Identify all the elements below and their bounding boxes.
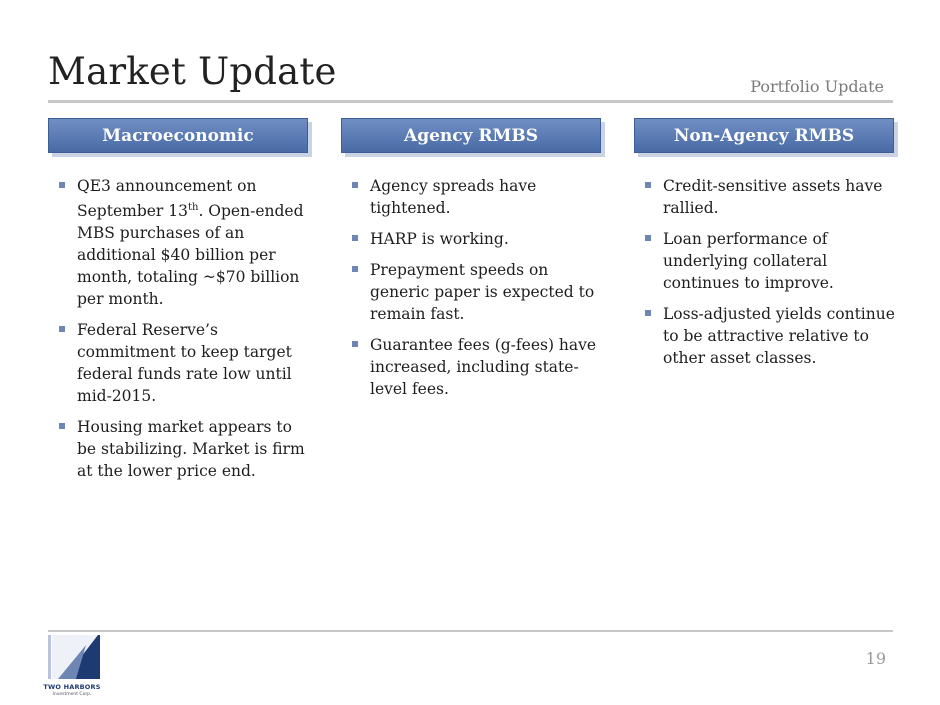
list-item bbox=[48, 319, 310, 407]
square-bullet-icon bbox=[352, 266, 358, 272]
bullet-text: Loss-adjusted yields continue to be attractive relative to other asset classes. bbox=[663, 305, 895, 367]
square-bullet-icon bbox=[352, 235, 358, 241]
list-item bbox=[634, 175, 896, 219]
square-bullet-icon bbox=[59, 182, 65, 188]
column-macroeconomic bbox=[48, 118, 310, 491]
square-bullet-icon bbox=[352, 341, 358, 347]
square-bullet-icon bbox=[645, 310, 651, 316]
bullet-text: Loan performance of underlying collateral continues to improve. bbox=[663, 230, 834, 292]
bullet-text: Housing market appears to be stabilizing. Market is firm at the lower price end. bbox=[77, 418, 305, 481]
list-item bbox=[634, 303, 896, 369]
footer-divider bbox=[48, 630, 893, 632]
bullet-text: Guarantee fees (g-fees) have increased, including state-level fees. bbox=[370, 336, 597, 398]
header-divider bbox=[48, 100, 893, 103]
page-title: Market Update bbox=[48, 50, 337, 93]
column-heading: Non-Agency RMBS bbox=[634, 118, 894, 153]
square-bullet-icon bbox=[59, 326, 65, 332]
bullet-text: Prepayment speeds on generic paper is expected to remain fast. bbox=[370, 261, 595, 323]
logo-subtitle: Investment Corp. bbox=[52, 692, 92, 697]
section-label: Portfolio Update bbox=[750, 77, 884, 96]
square-bullet-icon bbox=[645, 235, 651, 241]
list-item bbox=[48, 416, 310, 482]
bullet-list bbox=[634, 175, 896, 369]
bullet-text-continued: . Open-ended MBS purchases of an additional $40 billion per month, totaling ~$70 billion per month. bbox=[77, 202, 304, 309]
list-item bbox=[341, 175, 603, 219]
logo-mark-icon bbox=[36, 633, 108, 683]
list-item bbox=[341, 334, 603, 400]
square-bullet-icon bbox=[645, 182, 651, 188]
list-item bbox=[48, 175, 310, 310]
square-bullet-icon bbox=[59, 423, 65, 429]
list-item bbox=[634, 228, 896, 294]
bullet-superscript: th bbox=[187, 202, 199, 213]
bullet-list bbox=[48, 175, 310, 482]
bullet-text: HARP is working. bbox=[370, 230, 509, 248]
list-item bbox=[341, 228, 603, 250]
bullet-text: Agency spreads have tightened. bbox=[370, 177, 537, 217]
square-bullet-icon bbox=[352, 182, 358, 188]
page-number: 19 bbox=[865, 649, 886, 668]
two-harbors-logo bbox=[36, 633, 108, 703]
list-item bbox=[341, 259, 603, 325]
bullet-text: Federal Reserve’s commitment to keep target federal funds rate low until mid-2015. bbox=[77, 321, 292, 406]
bullet-text: QE3 announcement on September 13 bbox=[77, 177, 257, 221]
logo-name: TWO HARBORS bbox=[43, 683, 101, 691]
column-heading: Agency RMBS bbox=[341, 118, 601, 153]
column-heading: Macroeconomic bbox=[48, 118, 308, 153]
bullet-list bbox=[341, 175, 603, 400]
column-agency-rmbs bbox=[341, 118, 603, 409]
column-non-agency-rmbs bbox=[634, 118, 896, 378]
bullet-text: Credit-sensitive assets have rallied. bbox=[663, 177, 883, 217]
